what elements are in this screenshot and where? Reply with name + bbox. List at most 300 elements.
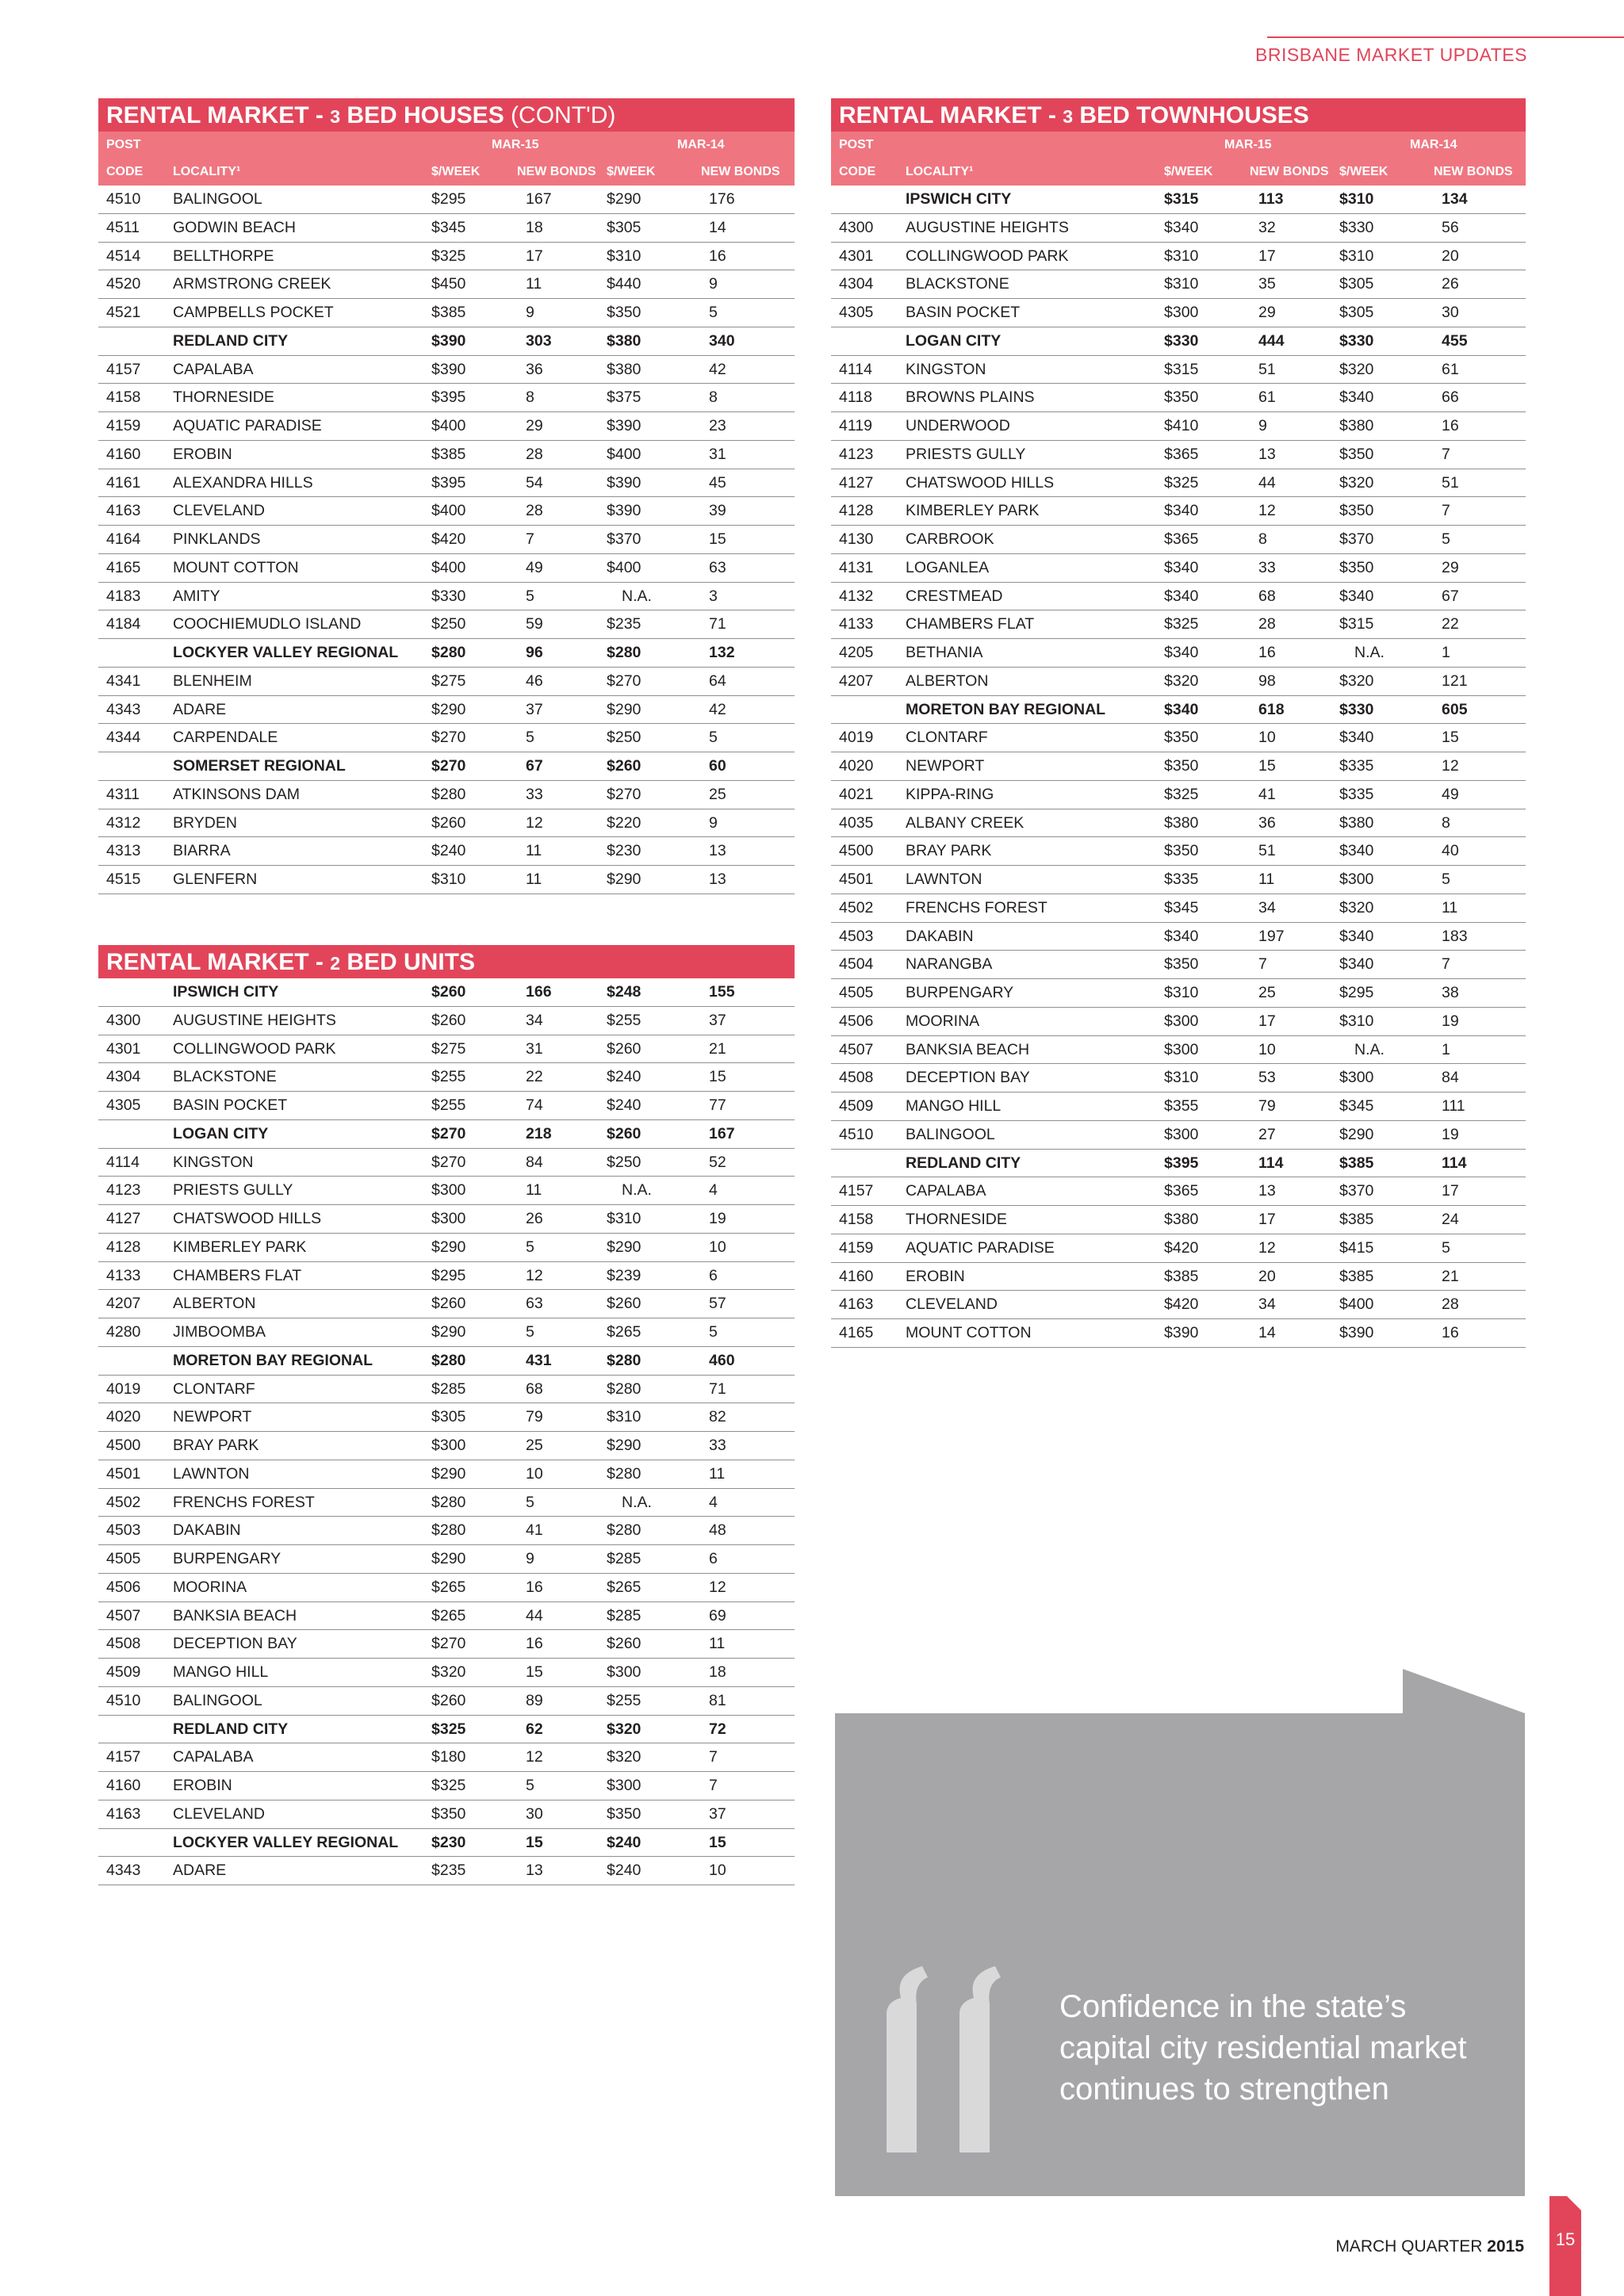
bonds-mar15-cell: 12 [526, 1266, 543, 1284]
postcode-cell: 4509 [106, 1663, 141, 1681]
postcode-cell: 4501 [839, 871, 874, 888]
postcode-cell: 4502 [106, 1493, 141, 1511]
postcode-cell: 4507 [106, 1606, 141, 1624]
table-row-subtotal [98, 639, 795, 668]
bonds-mar15-cell: 5 [526, 1238, 534, 1256]
table-row-subtotal [98, 978, 795, 1007]
rent-mar14-cell: $380 [607, 331, 642, 350]
table-row [98, 583, 795, 611]
bonds-mar14-cell: 13 [709, 871, 726, 888]
bonds-mar14-cell: 134 [1442, 190, 1468, 208]
title-prefix: RENTAL MARKET - [839, 102, 1063, 128]
table-row [98, 1857, 795, 1885]
rent-mar15-cell: $290 [431, 1464, 466, 1483]
rent-mar15-cell: $380 [1164, 1211, 1199, 1228]
rent-mar14-cell [607, 1177, 667, 1203]
bonds-mar15-cell: 68 [1258, 587, 1276, 605]
bonds-mar14-cell: 21 [1442, 1267, 1459, 1285]
bonds-mar15-cell: 13 [1258, 445, 1276, 463]
locality-cell: CARPENDALE [173, 729, 278, 747]
bonds-mar15-cell: 89 [526, 1691, 543, 1709]
rent-mar15-cell: $310 [1164, 247, 1199, 265]
table-body [98, 978, 795, 1885]
bonds-mar14-cell: 11 [1442, 898, 1458, 916]
locality-cell: CLONTARF [906, 729, 988, 747]
rent-mar14-cell: $370 [1339, 1182, 1374, 1200]
locality-cell: BLACKSTONE [906, 275, 1009, 293]
table-row [98, 1035, 795, 1064]
rent-mar15-cell: $260 [431, 1691, 466, 1709]
table-row [98, 1262, 795, 1291]
locality-cell: KINGSTON [173, 1153, 254, 1171]
locality-cell: EROBIN [173, 1777, 232, 1794]
rent-mar14-cell [1339, 1036, 1400, 1063]
locality-cell: KIPPA-RING [906, 785, 994, 803]
rent-mar15-cell: $280 [431, 1493, 466, 1511]
rent-mar14-cell: $320 [1339, 473, 1374, 492]
bonds-mar15-cell: 16 [526, 1635, 543, 1653]
not-available-value: N.A. [1354, 644, 1385, 661]
table-row-subtotal [98, 1716, 795, 1744]
table-row [831, 412, 1526, 441]
rent-mar15-cell: $270 [431, 729, 466, 747]
bonds-mar14-cell: 77 [709, 1096, 726, 1114]
rent-mar14-cell: $305 [607, 218, 642, 236]
rent-mar14-cell: $340 [1339, 729, 1374, 747]
postcode-cell: 4507 [839, 1040, 874, 1058]
table-row [98, 1517, 795, 1545]
postcode-cell: 4207 [839, 672, 874, 690]
bonds-mar15-cell: 218 [526, 1124, 552, 1142]
bonds-mar14-cell: 8 [709, 388, 718, 407]
bonds-mar14-cell: 15 [709, 1068, 726, 1086]
bonds-mar15-cell: 15 [526, 1663, 543, 1681]
bonds-mar14-cell: 1 [1442, 644, 1450, 661]
rent-mar15-cell: $255 [431, 1068, 466, 1086]
locality-cell: GODWIN BEACH [173, 218, 296, 236]
rent-mar15-cell: $275 [431, 672, 466, 690]
rent-mar15-cell: $325 [431, 247, 466, 265]
rent-mar15-cell: $300 [1164, 1012, 1199, 1030]
rent-mar14-cell: $248 [607, 983, 642, 1001]
bonds-mar14-cell: 69 [709, 1606, 726, 1624]
rent-mar15-cell: $290 [431, 1323, 466, 1341]
locality-cell: BALINGOOL [173, 190, 262, 208]
rent-mar15-cell: $365 [1164, 530, 1199, 548]
bonds-mar15-cell: 44 [526, 1606, 543, 1624]
postcode-cell: 4019 [106, 1380, 141, 1398]
bonds-mar15-cell: 11 [1258, 871, 1275, 888]
postcode-cell: 4500 [106, 1437, 141, 1454]
rent-mar14-cell: $340 [1339, 388, 1374, 407]
postcode-cell: 4160 [839, 1267, 874, 1285]
bonds-mar15-cell: 8 [1258, 530, 1267, 548]
postcode-cell: 4123 [106, 1181, 141, 1200]
header-week-mar14: $/WEEK [1339, 165, 1388, 178]
rent-mar14-cell: $290 [1339, 1125, 1374, 1143]
postcode-cell: 4504 [839, 955, 874, 974]
locality-cell: CRESTMEAD [906, 587, 1003, 605]
postcode-cell: 4503 [839, 927, 874, 945]
locality-cell: BURPENGARY [906, 984, 1014, 1001]
rent-mar15-cell: $365 [1164, 445, 1199, 463]
rent-mar14-cell [1339, 639, 1400, 666]
postcode-cell: 4301 [839, 247, 874, 265]
locality-cell: LOGAN CITY [173, 1124, 269, 1142]
rent-mar14-cell: $320 [1339, 672, 1374, 690]
rent-mar15-cell: $400 [431, 558, 466, 576]
locality-cell: BELLTHORPE [173, 247, 274, 265]
postcode-cell: 4119 [839, 417, 872, 434]
bonds-mar15-cell: 13 [1258, 1182, 1276, 1200]
bonds-mar15-cell: 68 [526, 1380, 543, 1398]
table-row [98, 1318, 795, 1347]
table-row [831, 639, 1526, 668]
rent-mar15-cell: $420 [431, 530, 466, 548]
rent-mar15-cell: $235 [431, 1862, 466, 1880]
rent-mar14-cell: $350 [1339, 558, 1374, 576]
postcode-cell: 4515 [106, 871, 141, 888]
bonds-mar14-cell: 111 [1442, 1097, 1465, 1115]
bonds-mar14-cell: 14 [709, 218, 726, 236]
bonds-mar14-cell: 42 [709, 360, 726, 378]
rent-mar15-cell: $270 [431, 757, 466, 775]
bonds-mar14-cell: 63 [709, 558, 726, 576]
locality-cell: COOCHIEMUDLO ISLAND [173, 615, 362, 633]
header-mar15: MAR-15 [492, 138, 539, 151]
postcode-cell: 4304 [839, 275, 874, 293]
postcode-cell: 4118 [839, 388, 872, 407]
rent-mar14-cell: $300 [607, 1777, 642, 1794]
rent-mar14-cell: $400 [1339, 1295, 1374, 1314]
rent-mar14-cell: $390 [607, 417, 642, 434]
rent-mar15-cell: $325 [1164, 785, 1199, 803]
locality-cell: MORETON BAY REGIONAL [173, 1351, 373, 1369]
postcode-cell: 4159 [106, 417, 141, 434]
bonds-mar15-cell: 61 [1258, 388, 1276, 407]
postcode-cell: 4020 [839, 757, 874, 775]
rent-mar14-cell: $280 [607, 1351, 642, 1369]
rent-mar15-cell: $315 [1164, 190, 1199, 208]
bonds-mar14-cell: 114 [1442, 1154, 1467, 1172]
bonds-mar15-cell: 16 [1258, 644, 1276, 661]
title-suffix: BED TOWNHOUSES [1073, 102, 1309, 128]
table-row [98, 809, 795, 838]
postcode-cell: 4158 [839, 1211, 874, 1228]
locality-cell: PRIESTS GULLY [906, 445, 1026, 463]
bonds-mar15-cell: 30 [526, 1804, 543, 1823]
locality-cell: ADARE [173, 700, 227, 718]
table-row [831, 1263, 1526, 1292]
bonds-mar15-cell: 5 [526, 729, 534, 747]
locality-cell: PRIESTS GULLY [173, 1181, 293, 1200]
bonds-mar14-cell: 16 [1442, 417, 1459, 434]
locality-cell: COLLINGWOOD PARK [173, 1039, 336, 1058]
rent-mar14-cell: $290 [607, 871, 642, 888]
page-number: 15 [1555, 2229, 1576, 2249]
locality-cell: CAPALABA [173, 360, 254, 378]
rent-mar15-cell: $450 [431, 275, 466, 293]
postcode-cell: 4131 [839, 558, 874, 576]
table-row [98, 412, 795, 441]
locality-cell: BETHANIA [906, 644, 983, 661]
rent-mar14-cell: $350 [607, 1804, 642, 1823]
bonds-mar15-cell: 28 [526, 445, 543, 463]
rent-mar14-cell: $310 [607, 247, 642, 265]
table-row [831, 1064, 1526, 1093]
rent-mar14-cell: $385 [1339, 1267, 1374, 1285]
header-bonds-mar14: NEW BONDS [701, 165, 780, 178]
bonds-mar14-cell: 22 [1442, 615, 1459, 633]
rent-mar14-cell: $350 [1339, 502, 1374, 520]
bonds-mar15-cell: 17 [1258, 1211, 1276, 1228]
postcode-cell: 4521 [106, 304, 141, 321]
bonds-mar14-cell: 8 [1442, 813, 1450, 832]
bonds-mar15-cell: 444 [1258, 331, 1285, 350]
table-row [98, 1376, 795, 1404]
locality-cell: IPSWICH CITY [173, 983, 279, 1001]
postcode-cell: 4130 [839, 530, 874, 548]
bonds-mar14-cell: 16 [709, 247, 726, 265]
table-row [831, 866, 1526, 894]
title-suffix: BED UNITS [340, 949, 476, 975]
rent-mar14-cell: $335 [1339, 785, 1374, 803]
table-row [98, 356, 795, 385]
rent-mar14-cell: $300 [1339, 871, 1374, 888]
locality-cell: CHATSWOOD HILLS [173, 1210, 322, 1227]
locality-cell: CHATSWOOD HILLS [906, 473, 1055, 492]
rent-mar14-cell: $239 [607, 1266, 642, 1284]
bonds-mar15-cell: 14 [1258, 1324, 1276, 1341]
table-row [831, 781, 1526, 809]
rent-mar14-cell: $240 [607, 1068, 642, 1086]
table-row [831, 837, 1526, 866]
rent-mar15-cell: $270 [431, 1153, 466, 1171]
bonds-mar14-cell: 28 [1442, 1295, 1459, 1314]
rent-mar14-cell: $415 [1339, 1238, 1374, 1257]
rent-mar14-cell: $280 [607, 1521, 642, 1540]
table-row [831, 497, 1526, 526]
rent-mar15-cell: $300 [431, 1210, 466, 1227]
postcode-cell: 4501 [106, 1464, 141, 1483]
table-row [831, 299, 1526, 327]
locality-cell: THORNESIDE [906, 1211, 1007, 1228]
locality-cell: BLENHEIM [173, 672, 252, 690]
locality-cell: REDLAND CITY [906, 1154, 1021, 1172]
locality-cell: FRENCHS FOREST [906, 898, 1048, 916]
locality-cell: CARBROOK [906, 530, 994, 548]
pull-quote-text: Confidence in the state’s capital city residential market continues to strengthen [1059, 1989, 1467, 2107]
title-number: 3 [330, 106, 340, 127]
bonds-mar14-cell: 21 [709, 1039, 726, 1058]
postcode-cell: 4114 [106, 1153, 140, 1171]
locality-cell: LAWNTON [173, 1464, 250, 1483]
locality-cell: MANGO HILL [906, 1097, 1002, 1115]
rent-mar14-cell: $285 [607, 1606, 642, 1624]
postcode-cell: 4184 [106, 615, 141, 633]
table-row [831, 270, 1526, 299]
header-mar14: MAR-14 [677, 138, 725, 151]
rent-mar14-cell: $260 [607, 1039, 642, 1058]
postcode-cell: 4313 [106, 842, 141, 860]
table-row [831, 668, 1526, 696]
rent-mar14-cell: $255 [607, 1691, 642, 1709]
postcode-cell: 4133 [839, 615, 874, 633]
rent-mar15-cell: $345 [1164, 898, 1199, 916]
table-row [98, 1234, 795, 1262]
locality-cell: MOORINA [173, 1578, 247, 1596]
rent-mar15-cell: $300 [431, 1181, 466, 1200]
rent-mar15-cell: $280 [431, 785, 466, 803]
table-row [98, 1743, 795, 1772]
rent-mar14-cell: $260 [607, 1295, 642, 1313]
rent-mar14-cell: $250 [607, 1153, 642, 1171]
bonds-mar15-cell: 10 [1258, 729, 1276, 747]
bonds-mar14-cell: 72 [709, 1720, 726, 1738]
rent-mar15-cell: $350 [1164, 757, 1199, 775]
rent-mar15-cell: $340 [1164, 218, 1199, 236]
table-row [98, 554, 795, 583]
table-title [831, 98, 1526, 132]
table-row [98, 1772, 795, 1800]
rent-mar15-cell: $230 [431, 1833, 466, 1851]
bonds-mar15-cell: 35 [1258, 275, 1276, 293]
table-row [98, 1574, 795, 1602]
locality-cell: ALBERTON [173, 1295, 256, 1313]
postcode-cell: 4502 [839, 898, 874, 916]
bonds-mar14-cell: 26 [1442, 275, 1459, 293]
locality-cell: CLEVELAND [173, 502, 265, 520]
rent-mar15-cell: $335 [1164, 871, 1199, 888]
locality-cell: BASIN POCKET [906, 304, 1021, 321]
locality-cell: BALINGOOL [906, 1125, 995, 1143]
bonds-mar14-cell: 455 [1442, 331, 1468, 350]
rent-mar14-cell: $290 [607, 190, 642, 208]
rent-mar14-cell: $380 [1339, 417, 1374, 434]
table-row [98, 1489, 795, 1517]
bonds-mar15-cell: 79 [1258, 1097, 1276, 1115]
locality-cell: BANKSIA BEACH [173, 1606, 297, 1624]
bonds-mar14-cell: 19 [1442, 1012, 1459, 1030]
rent-mar14-cell: $380 [1339, 813, 1374, 832]
bonds-mar14-cell: 7 [1442, 502, 1450, 520]
postcode-cell: 4508 [839, 1069, 874, 1087]
bonds-mar14-cell: 29 [1442, 558, 1459, 576]
locality-cell: BRAY PARK [173, 1437, 259, 1454]
table-row [831, 1291, 1526, 1319]
table-row [98, 1007, 795, 1035]
bonds-mar14-cell: 15 [709, 530, 726, 548]
bonds-mar14-cell: 7 [1442, 445, 1450, 463]
rent-mar14-cell: $390 [607, 473, 642, 492]
rent-mar14-cell: $390 [1339, 1324, 1374, 1341]
rent-mar15-cell: $390 [1164, 1324, 1199, 1341]
bonds-mar15-cell: 54 [526, 473, 543, 492]
locality-cell: UNDERWOOD [906, 417, 1010, 434]
bonds-mar14-cell: 49 [1442, 785, 1459, 803]
not-available-value: N.A. [1354, 1040, 1385, 1058]
table-row [831, 809, 1526, 838]
locality-cell: BRYDEN [173, 813, 237, 832]
rent-mar14-cell: $310 [1339, 190, 1374, 208]
title-suffix: BED HOUSES [340, 102, 504, 128]
table-row [831, 1177, 1526, 1206]
bonds-mar15-cell: 9 [526, 1550, 534, 1567]
bonds-mar14-cell: 66 [1442, 388, 1459, 407]
postcode-cell: 4511 [106, 218, 140, 236]
rent-mar15-cell: $320 [431, 1663, 466, 1681]
table-row [98, 696, 795, 725]
rent-mar14-cell: $295 [1339, 984, 1374, 1001]
bonds-mar14-cell: 340 [709, 331, 735, 350]
rent-mar14-cell: $400 [607, 558, 642, 576]
bonds-mar14-cell: 19 [709, 1210, 726, 1227]
table-row [98, 837, 795, 866]
rent-mar15-cell: $325 [431, 1720, 466, 1738]
rent-mar14-cell: $280 [607, 1380, 642, 1398]
rent-mar15-cell: $395 [1164, 1154, 1199, 1172]
locality-cell: NARANGBA [906, 955, 993, 974]
rent-mar14-cell: $220 [607, 813, 642, 832]
bonds-mar14-cell: 71 [709, 615, 726, 633]
rent-mar15-cell: $270 [431, 1124, 466, 1142]
rent-mar14-cell: $320 [1339, 898, 1374, 916]
locality-cell: ALBANY CREEK [906, 813, 1025, 832]
postcode-cell: 4020 [106, 1408, 141, 1426]
rent-mar15-cell: $260 [431, 1295, 466, 1313]
rent-mar15-cell: $385 [431, 304, 466, 321]
locality-cell: AUGUSTINE HEIGHTS [173, 1011, 336, 1029]
bonds-mar15-cell: 17 [1258, 1012, 1276, 1030]
bonds-mar15-cell: 167 [526, 190, 552, 208]
bonds-mar14-cell: 7 [709, 1777, 718, 1794]
rent-mar14-cell: $340 [1339, 587, 1374, 605]
rent-mar14-cell: $380 [607, 360, 642, 378]
locality-cell: DECEPTION BAY [906, 1069, 1030, 1087]
header-locality: LOCALITY¹ [906, 165, 974, 178]
locality-cell: DECEPTION BAY [173, 1635, 297, 1653]
table-row [98, 1403, 795, 1432]
rent-mar14-cell: $400 [607, 445, 642, 463]
rent-mar14-cell: $340 [1339, 927, 1374, 945]
locality-cell: MORETON BAY REGIONAL [906, 700, 1106, 718]
postcode-cell: 4300 [839, 218, 874, 236]
bonds-mar15-cell: 17 [1258, 247, 1276, 265]
locality-cell: AQUATIC PARADISE [173, 417, 322, 434]
locality-cell: ALBERTON [906, 672, 989, 690]
table-row [98, 1063, 795, 1092]
table-row [98, 866, 795, 894]
table-row [98, 1092, 795, 1120]
locality-cell: MOUNT COTTON [173, 558, 299, 576]
rent-mar15-cell: $345 [431, 218, 466, 236]
postcode-cell: 4508 [106, 1635, 141, 1653]
bonds-mar15-cell: 17 [526, 247, 543, 265]
bonds-mar15-cell: 32 [1258, 218, 1276, 236]
rent-mar14-cell: $385 [1339, 1211, 1374, 1228]
bonds-mar15-cell: 16 [526, 1578, 543, 1596]
rent-mar15-cell: $390 [431, 360, 466, 378]
locality-cell: IPSWICH CITY [906, 190, 1012, 208]
table-row-subtotal [98, 327, 795, 356]
postcode-cell: 4300 [106, 1011, 141, 1029]
rent-mar14-cell: $330 [1339, 331, 1374, 350]
bonds-mar15-cell: 34 [1258, 898, 1276, 916]
locality-cell: REDLAND CITY [173, 1720, 289, 1738]
bonds-mar14-cell: 5 [1442, 530, 1450, 548]
bonds-mar15-cell: 29 [1258, 304, 1276, 321]
postcode-cell: 4304 [106, 1068, 141, 1086]
